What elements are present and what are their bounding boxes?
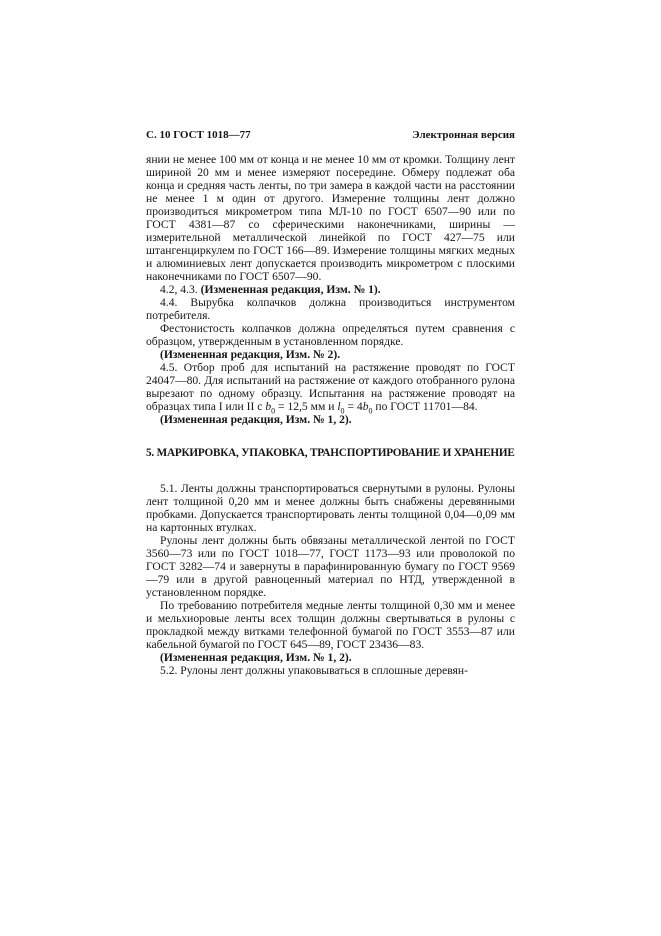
clause-number: 4.2, 4.3.: [160, 283, 198, 296]
amendment-note: (Измененная редакция, Изм. № 1, 2).: [160, 651, 352, 664]
paragraph-scalloping: Фестонистость колпачков должна определяться путем сравнения с образцом, утвержденным в установленном порядке.: [146, 322, 515, 348]
paragraph-measurement: янии не менее 100 мм от конца и не менее 10 мм от кромки. Толщину лент шириной 20 мм и менее измеряют посередине. Обмеру подлежат оба конца и средняя часть ленты, по три замера в каждой части на расстоянии не менее 1 м один от другого. Измерение толщины лент должно производиться микрометром типа МЛ-10 по ГОСТ 6507—90 или по ГОСТ 4381—87 со сферическими наконечниками, ширины — измерительной металлической линейкой по ГОСТ 427—75 или штангенциркулем по ГОСТ 166—89. Измерение толщины мягких медных и алюминиевых лент допускается производить микрометром с плоскими наконечниками по ГОСТ 6507—90.: [146, 153, 515, 283]
header-version: Электронная версия: [412, 129, 515, 141]
paragraph-consumer-request: По требованию потребителя медные ленты толщиной 0,30 мм и менее и мельхиоровые ленты всех толщин должны свертываться в рулоны с прокладкой между витками телефонной бумагой по ГОСТ 3553—87 или кабельной бумагой по ГОСТ 645—89, ГОСТ 23436—83.: [146, 599, 515, 651]
paragraph-4-4: 4.4. Вырубка колпачков должна производиться инструментом потребителя.: [146, 296, 515, 322]
paragraph-5-2: 5.2. Рулоны лент должны упаковываться в сплошные деревян-: [160, 664, 468, 677]
amendment-note: (Измененная редакция, Изм. № 2).: [160, 348, 341, 361]
amendment-note: (Измененная редакция, Изм. № 1).: [200, 283, 381, 296]
section-title: 5. МАРКИРОВКА, УПАКОВКА, ТРАНСПОРТИРОВАНИЕ И ХРАНЕНИЕ: [146, 447, 515, 459]
amendment-note: (Измененная редакция, Изм. № 1, 2).: [160, 413, 352, 426]
paragraph-4-2-4-3: [146, 283, 515, 296]
header-page-ref: С. 10 ГОСТ 1018—77: [146, 129, 251, 141]
paragraph-5-1: 5.1. Ленты должны транспортироваться свернутыми в рулоны. Рулоны лент толщиной 0,20 мм и менее должны быть снабжены деревянными пробками. Допускается транспортировать ленты толщиной 0,04—0,09 мм на картонных втулках.: [146, 482, 515, 534]
paragraph-4-5: 4.5. Отбор проб для испытаний на растяжение проводят по ГОСТ 24047—80. Для испытаний на растяжение от каждого отобранного рулона вырезают по одному образцу. Испытания на растяжение проводят на образцах типа I или II с $b_0 = 12,5$ мм и $l_0 = 4b_0$ по ГОСТ 11701—84.: [146, 361, 515, 416]
page-header: [146, 129, 515, 141]
paragraph-binding: Рулоны лент должны быть обвязаны металлической лентой по ГОСТ 3560—73 или по ГОСТ 1018—77, ГОСТ 1173—93 или проволокой по ГОСТ 3282—74 и завернуты в парафинированную бумагу по ГОСТ 9569—79 или в другой равноценный материал по НТД, утвержденной в установленном порядке.: [146, 534, 515, 599]
document-body: [146, 153, 515, 677]
